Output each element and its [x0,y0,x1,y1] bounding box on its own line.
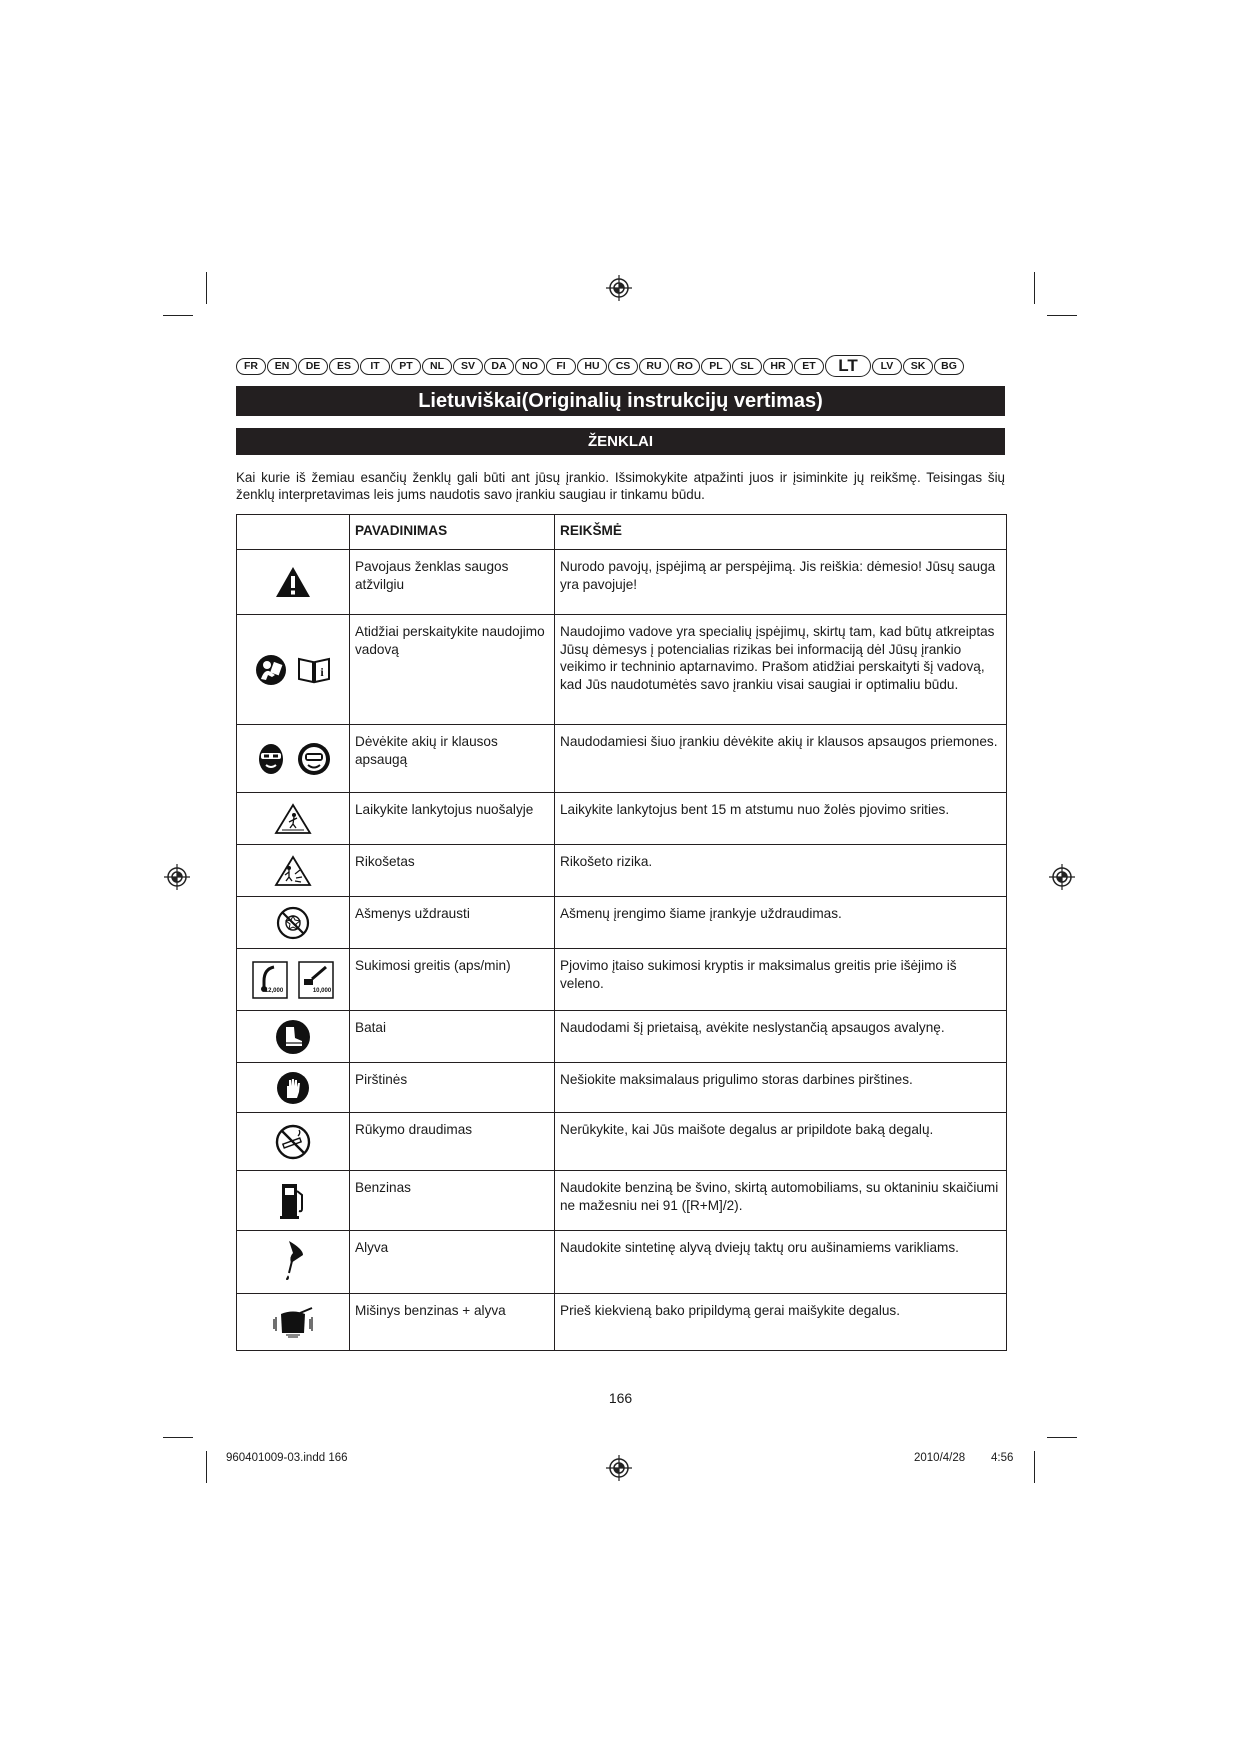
symbols-table [236,514,1007,1351]
icon-cell [237,1231,350,1294]
lang-tab-hu[interactable]: HU [577,358,607,375]
lang-tab-sv[interactable]: SV [453,358,483,375]
header-meaning: REIKŠMĖ [555,515,1007,550]
table-row [237,1011,1007,1063]
lang-tab-fr[interactable]: FR [236,358,266,375]
symbol-meaning: Laikykite lankytojus bent 15 m atstumu nuo žolės pjovimo srities. [555,793,1007,845]
table-row [237,1063,1007,1113]
symbol-meaning: Naudokite benziną be švino, skirtą automobiliams, su oktaniniu skaičiumi ne mažesniu nei 91 ([R+M]/2). [555,1171,1007,1231]
lang-tab-lt-active[interactable]: LT [825,355,871,377]
symbol-meaning: Naudodamiesi šiuo įrankiu dėvėkite akių ir klausos apsaugos priemones. [555,725,1007,793]
icon-cell [237,845,350,897]
symbol-name: Pirštinės [350,1063,555,1113]
symbol-name: Rikošetas [350,845,555,897]
lang-tab-hr[interactable]: HR [763,358,793,375]
lang-tab-da[interactable]: DA [484,358,514,375]
registration-mark-icon [1049,864,1075,890]
symbol-name: Alyva [350,1231,555,1294]
crop-mark [163,315,193,316]
ricochet-icon [273,854,313,888]
symbol-name: Sukimosi greitis (aps/min) [350,949,555,1011]
crop-mark [163,1437,193,1438]
warning-triangle-icon [274,565,312,599]
table-row [237,1171,1007,1231]
symbol-meaning: Naudojimo vadove yra specialių įspėjimų, skirtų tam, kad būtų atkreiptas Jūsų dėmesys į potencialias rizikas bei informaciją dėl Jūsų įrankio veikimo ir techninio aptarnavimo. Prašom atidžiai perskaityti šį vadovą, kad Jūs naudotumėtės savo įrankiu visai saugiai ir optimaliu būdu. [555,615,1007,725]
blades-prohibited-icon [276,906,310,940]
lang-tab-nl[interactable]: NL [422,358,452,375]
rotation-speed-icon [252,961,288,999]
icon-cell [237,1063,350,1113]
table-row [237,615,1007,725]
no-smoking-icon [275,1124,311,1160]
icon-cell [237,550,350,615]
icon-cell [237,1011,350,1063]
icon-cell [237,949,350,1011]
lang-tab-fi[interactable]: FI [546,358,576,375]
gloves-icon [276,1071,310,1105]
registration-mark-icon [606,275,632,301]
symbol-meaning: Nerūkykite, kai Jūs maišote degalus ar pripildote baką degalų. [555,1113,1007,1171]
lang-tab-ro[interactable]: RO [670,358,700,375]
page-number: 166 [608,1390,633,1406]
icon-cell [237,725,350,793]
fuel-mix-icon [266,1305,320,1339]
crop-mark [1034,1451,1035,1483]
lang-tab-es[interactable]: ES [329,358,359,375]
face-shield-icon [297,742,331,776]
lang-tab-en[interactable]: EN [267,358,297,375]
footer-time: 4:56 [991,1452,1014,1464]
symbol-meaning: Nurodo pavojų, įspėjimą ar perspėjimą. Jis reiškia: dėmesio! Jūsų sauga yra pavojuje! [555,550,1007,615]
goggles-earmuffs-icon [255,742,287,776]
lang-tab-bg[interactable]: BG [934,358,964,375]
symbol-meaning: Pjovimo įtaiso sukimosi kryptis ir maksimalus greitis prie išėjimo iš veleno. [555,949,1007,1011]
crop-mark [1034,272,1035,304]
symbol-name: Laikykite lankytojus nuošalyje [350,793,555,845]
table-row [237,1294,1007,1351]
icon-cell [237,1294,350,1351]
table-row [237,897,1007,949]
speed-label: 10,000 [312,987,332,994]
crop-mark [1047,315,1077,316]
icon-cell [237,615,350,725]
lang-tab-de[interactable]: DE [298,358,328,375]
boots-icon [275,1019,311,1055]
symbol-meaning: Rikošeto rizika. [555,845,1007,897]
header-icon [237,515,350,550]
rotation-speed-icon-2 [298,961,334,999]
symbol-name: Rūkymo draudimas [350,1113,555,1171]
table-row [237,793,1007,845]
manual-book-icon [297,656,331,684]
lang-tab-et[interactable]: ET [794,358,824,375]
registration-mark-icon [606,1455,632,1481]
crop-mark [206,1451,207,1483]
keep-bystanders-away-icon [273,802,313,836]
page-title: Lietuviškai(Originalių instrukcijų vertimas) [236,386,1005,416]
language-selector [236,356,1006,376]
table-row [237,1231,1007,1294]
table-row [237,550,1007,615]
symbol-meaning: Nešiokite maksimalaus prigulimo storas darbines pirštines. [555,1063,1007,1113]
footer-file-info: 960401009-03.indd 166 [226,1452,348,1464]
lang-tab-sk[interactable]: SK [903,358,933,375]
svg-text:i: i [320,664,324,679]
lang-tab-ru[interactable]: RU [639,358,669,375]
table-row [237,725,1007,793]
lang-tab-pt[interactable]: PT [391,358,421,375]
symbol-name: Ašmenys uždrausti [350,897,555,949]
symbol-name: Batai [350,1011,555,1063]
crop-mark [1047,1437,1077,1438]
intro-paragraph: Kai kurie iš žemiau esančių ženklų gali būti ant jūsų įrankio. Išsimokykite atpažinti juos ir įsiminkite jų reikšmę. Teisingas šių ženklų interpretavimas leis jums naudotis savo įrankiu saugiau ir tinkamu būdu. [236,470,1005,502]
symbol-meaning: Naudokite sintetinę alyvą dviejų taktų oru aušinamiems varikliams. [555,1231,1007,1294]
table-row [237,1113,1007,1171]
icon-cell [237,1171,350,1231]
symbol-name: Mišinys benzinas + alyva [350,1294,555,1351]
symbol-name: Benzinas [350,1171,555,1231]
fuel-pump-icon [278,1181,308,1221]
symbol-name: Pavojaus ženklas saugos atžvilgiu [350,550,555,615]
symbol-meaning: Prieš kiekvieną bako pripildymą gerai maišykite degalus. [555,1294,1007,1351]
crop-mark [206,272,207,304]
lang-tab-lv[interactable]: LV [872,358,902,375]
icon-cell [237,793,350,845]
symbol-name: Dėvėkite akių ir klausos apsaugą [350,725,555,793]
lang-tab-cs[interactable]: CS [608,358,638,375]
icon-cell [237,1113,350,1171]
table-header-row [237,515,1007,550]
footer-date: 2010/4/28 [914,1452,966,1464]
speed-label: 12,000 [264,987,284,994]
symbol-meaning: Ašmenų įrengimo šiame įrankyje uždraudimas. [555,897,1007,949]
icon-cell [237,897,350,949]
read-manual-icon [255,654,287,686]
table-row [237,845,1007,897]
lang-tab-it[interactable]: IT [360,358,390,375]
lang-tab-no[interactable]: NO [515,358,545,375]
lang-tab-sl[interactable]: SL [732,358,762,375]
section-heading: ŽENKLAI [236,428,1005,455]
lang-tab-pl[interactable]: PL [701,358,731,375]
registration-mark-icon [164,864,190,890]
header-name: PAVADINIMAS [350,515,555,550]
symbol-meaning: Naudodami šį prietaisą, avėkite neslystančią apsaugos avalynę. [555,1011,1007,1063]
oil-drop-icon [279,1239,307,1285]
table-row [237,949,1007,1011]
symbol-name: Atidžiai perskaitykite naudojimo vadovą [350,615,555,725]
